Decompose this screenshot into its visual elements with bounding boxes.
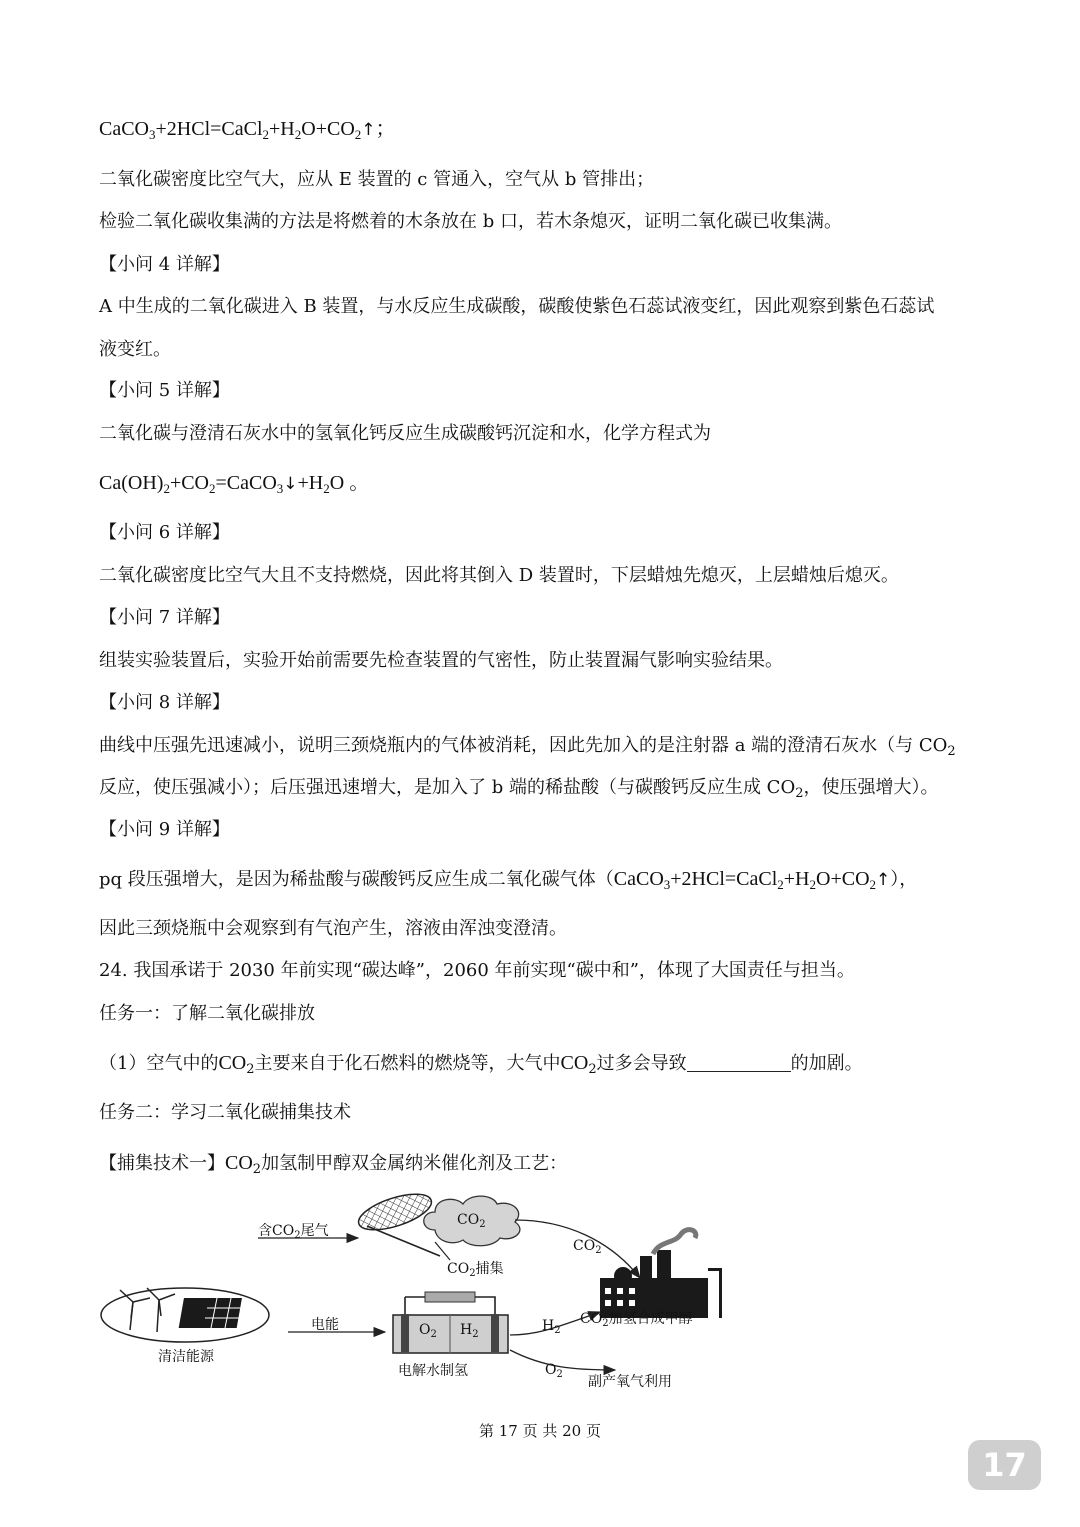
label-cell-o2: $O_2$ (419, 1322, 437, 1340)
electrolysis-cell-icon (393, 1292, 508, 1353)
heading-q5: 【小问 5 详解】 (99, 380, 230, 401)
heading-q6: 【小问 6 详解】 (99, 522, 230, 543)
heading-q7: 【小问 7 详解】 (99, 607, 230, 628)
page-number-badge: 17 (968, 1440, 1041, 1490)
text-q4-line2: 液变红。 (99, 339, 171, 360)
text-q8-line1: 曲线中压强先迅速减小，说明三颈烧瓶内的气体被消耗，因此先加入的是注射器 a 端的澄清石灰水（与 $CO_2$ (99, 735, 956, 759)
equation-caco3-hcl: $CaCO_3+2HCl=CaCl_2+H_2O+CO_2↑$； (99, 118, 396, 142)
equation-caoh2-co2: $Ca(OH)_2+CO_2=CaCO_3↓+H_2O$ 。 (99, 472, 370, 496)
text-q9-line1: pq 段压强增大，是因为稀盐酸与碳酸钙反应生成二氧化碳气体$(CaCO_3+2HCl=CaCl_2+H_2O+CO_2↑)$， (99, 868, 918, 892)
text-q6-line1: 二氧化碳密度比空气大且不支持燃烧，因此将其倒入 D 装置时，下层蜡烛先熄灭，上层蜡烛后熄灭。 (99, 565, 899, 586)
label-capture: $CO_2$捕集 (447, 1261, 504, 1279)
factory-icon (600, 1230, 722, 1318)
text-q9-line2: 因此三颈烧瓶中会观察到有气泡产生，溶液由浑浊变澄清。 (99, 918, 567, 939)
text-q4-line1: A 中生成的二氧化碳进入 B 装置，与水反应生成碳酸，碳酸使紫色石蕊试液变红，因此观察到紫色石蕊试 (99, 296, 935, 317)
answer-blank[interactable] (687, 1053, 791, 1072)
question-24-1: （1）空气中的$CO_2$主要来自于化石燃料的燃烧等，大气中$CO_2$过多会导致 的加剧。 (99, 1052, 863, 1077)
label-h2-out: $H_2$ (542, 1318, 561, 1336)
clean-energy-icon (101, 1288, 269, 1342)
task-2: 任务二：学习二氧化碳捕集技术 (99, 1102, 351, 1123)
text-e-pipe: 二氧化碳密度比空气大，应从 E 装置的 c 管通入，空气从 b 管排出； (99, 169, 655, 190)
capture-tech-1: 【捕集技术一】$CO_2$加氢制甲醇双金属纳米催化剂及工艺： (99, 1152, 568, 1177)
label-byproduct: 副产氧气利用 (588, 1374, 672, 1390)
heading-q4: 【小问 4 详解】 (99, 254, 230, 275)
label-electric: 电能 (311, 1317, 339, 1333)
co2-hydrogenation-diagram (95, 1190, 755, 1395)
text-q5-line1: 二氧化碳与澄清石灰水中的氢氧化钙反应生成碳酸钙沉淀和水，化学方程式为 (99, 423, 711, 444)
text-check-full: 检验二氧化碳收集满的方法是将燃着的木条放在 b 口，若木条熄灭，证明二氧化碳已收集满。 (99, 211, 842, 232)
heading-q9: 【小问 9 详解】 (99, 819, 230, 840)
heading-q8: 【小问 8 详解】 (99, 692, 230, 713)
question-24: 24. 我国承诺于 2030 年前实现“碳达峰”，2060 年前实现“碳中和”，体现了大国责任与担当。 (99, 960, 855, 981)
label-electrolysis: 电解水制氢 (398, 1363, 468, 1379)
label-plant: $CO_2$加氢合成甲醇 (580, 1311, 693, 1329)
co2-cloud-icon (424, 1196, 520, 1260)
label-cell-h2: $H_2$ (460, 1322, 479, 1340)
label-exhaust: 含$CO_2$尾气 (258, 1223, 329, 1241)
label-clean-energy: 清洁能源 (158, 1349, 214, 1365)
label-cloud-co2: $CO_2$ (457, 1212, 486, 1230)
label-co2-arrow: $CO_2$ (573, 1238, 602, 1256)
text-q8-line2: 反应，使压强减小）；后压强迅速增大，是加入了 b 端的稀盐酸（与碳酸钙反应生成 $CO_2$，使压强增大）。 (99, 777, 939, 801)
page-footer: 第 17 页 共 20 页 (478, 1422, 601, 1440)
task-1: 任务一：了解二氧化碳排放 (99, 1003, 315, 1024)
text-q7-line1: 组装实验装置后，实验开始前需要先检查装置的气密性，防止装置漏气影响实验结果。 (99, 650, 783, 671)
label-o2-out: $O_2$ (545, 1362, 563, 1380)
